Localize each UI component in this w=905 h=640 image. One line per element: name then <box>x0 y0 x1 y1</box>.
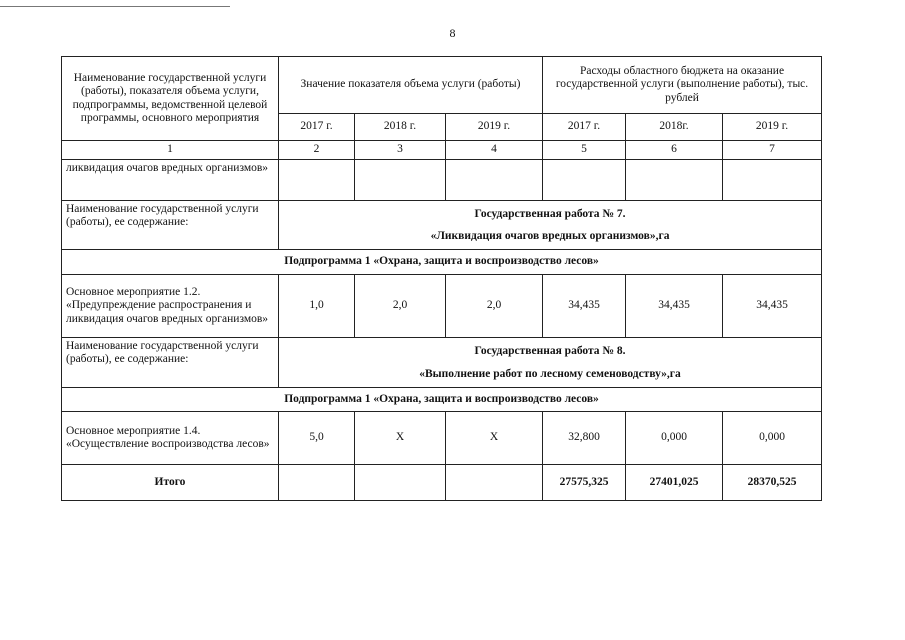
column-number: 7 <box>723 141 822 160</box>
empty-cell <box>723 160 822 201</box>
value-cell: 0,000 <box>626 412 723 465</box>
value-cell: 34,435 <box>626 275 723 338</box>
table-row <box>62 275 822 338</box>
empty-cell <box>446 160 543 201</box>
header-volume-year: 2019 г. <box>446 114 543 141</box>
header-volume-year: 2018 г. <box>355 114 446 141</box>
subprogram-title: Подпрограмма 1 «Охрана, защита и воспроизводство лесов» <box>62 388 822 412</box>
value-cell: 2,0 <box>446 275 543 338</box>
table-row <box>62 160 822 201</box>
column-number: 5 <box>543 141 626 160</box>
header-expense-year: 2018г. <box>626 114 723 141</box>
column-number: 3 <box>355 141 446 160</box>
table-row <box>62 412 822 465</box>
empty-cell <box>543 160 626 201</box>
empty-cell <box>626 160 723 201</box>
value-cell: 5,0 <box>279 412 355 465</box>
total-value: 27575,325 <box>543 465 626 501</box>
value-cell: 2,0 <box>355 275 446 338</box>
budget-table <box>61 56 822 501</box>
header-expense-group: Расходы областного бюджета на оказание государственной услуги (выполнение работы), тыс. рублей <box>543 57 822 114</box>
empty-cell <box>279 465 355 501</box>
total-row <box>62 465 822 501</box>
total-label: Итого <box>62 465 279 501</box>
scan-artifact-line <box>0 6 230 7</box>
work-number: Государственная работа № 8. <box>474 345 626 358</box>
value-cell: 32,800 <box>543 412 626 465</box>
header-volume-year: 2017 г. <box>279 114 355 141</box>
table-row <box>62 201 822 250</box>
header-expense-year: 2019 г. <box>723 114 822 141</box>
service-label: Наименование государственной услуги (работы), ее содержание: <box>62 338 279 388</box>
subprogram-row <box>62 250 822 275</box>
work-title <box>279 338 822 388</box>
work-description: «Выполнение работ по лесному семеноводству»,га <box>419 367 681 380</box>
subprogram-row <box>62 388 822 412</box>
column-number: 2 <box>279 141 355 160</box>
header-expense-year: 2017 г. <box>543 114 626 141</box>
work-description: «Ликвидация очагов вредных организмов»,га <box>430 230 670 242</box>
empty-cell <box>279 160 355 201</box>
header-name-column: Наименование государственной услуги (работы), показателя объема услуги, подпрограммы, ведомственной целевой программы, основного мероприятия <box>62 57 279 141</box>
value-cell: 1,0 <box>279 275 355 338</box>
work-title <box>279 201 822 250</box>
total-value: 28370,525 <box>723 465 822 501</box>
subprogram-title: Подпрограмма 1 «Охрана, защита и воспроизводство лесов» <box>62 250 822 275</box>
service-label: Наименование государственной услуги (работы), ее содержание: <box>62 201 279 250</box>
table-row <box>62 338 822 388</box>
column-number: 1 <box>62 141 279 160</box>
row-name: ликвидация очагов вредных организмов» <box>62 160 279 201</box>
value-cell: 34,435 <box>723 275 822 338</box>
page-number: 8 <box>449 26 456 40</box>
work-number: Государственная работа № 7. <box>474 207 626 220</box>
empty-cell <box>446 465 543 501</box>
empty-cell <box>355 465 446 501</box>
column-number: 6 <box>626 141 723 160</box>
header-volume-group: Значение показателя объема услуги (работы) <box>279 57 543 114</box>
total-value: 27401,025 <box>626 465 723 501</box>
row-name: Основное мероприятие 1.2. «Предупреждение распространения и ликвидация очагов вредных организмов» <box>62 275 279 338</box>
value-cell: Х <box>355 412 446 465</box>
value-cell: Х <box>446 412 543 465</box>
value-cell: 34,435 <box>543 275 626 338</box>
numbering-row <box>62 141 822 160</box>
column-number: 4 <box>446 141 543 160</box>
row-name: Основное мероприятие 1.4. «Осуществление воспроизводства лесов» <box>62 412 279 465</box>
value-cell: 0,000 <box>723 412 822 465</box>
empty-cell <box>355 160 446 201</box>
